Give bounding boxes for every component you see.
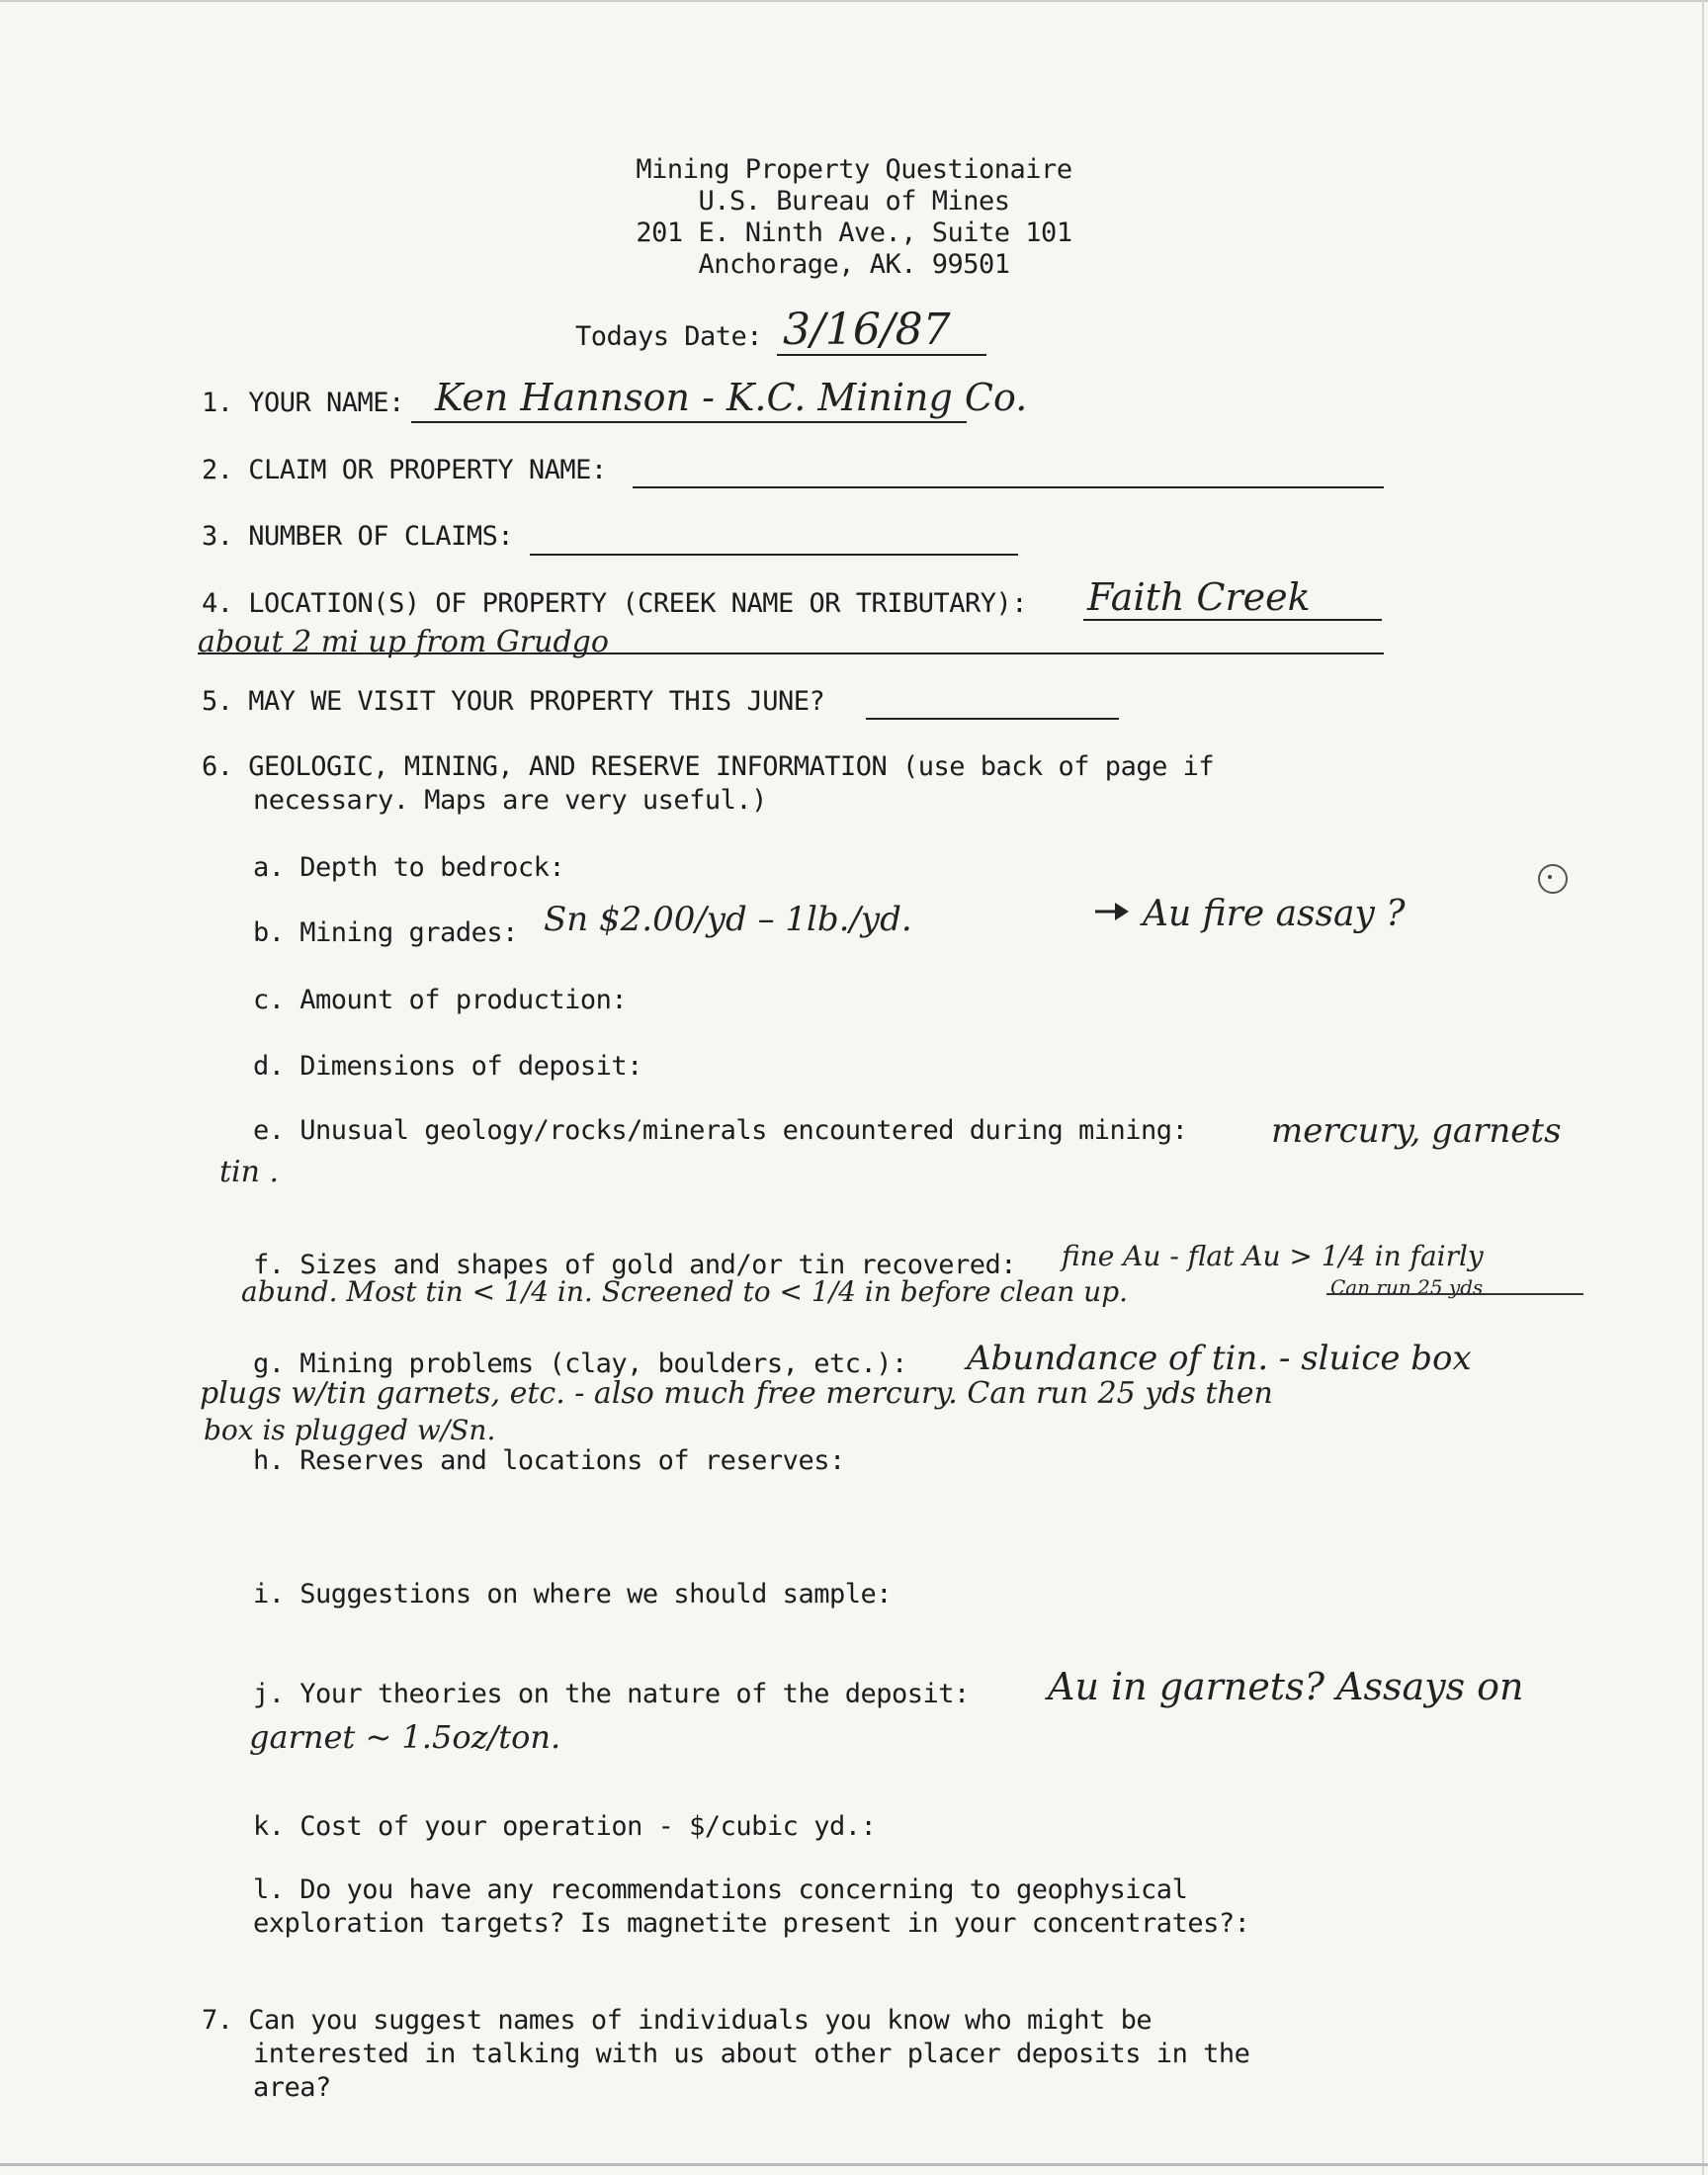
q7-label-line3: area? bbox=[253, 2072, 331, 2103]
q7-label-line2: interested in talking with us about other placer deposits in the bbox=[253, 2039, 1250, 2069]
q6j-answer-1[interactable]: Au in garnets? Assays on bbox=[1048, 1665, 1524, 1708]
q4-answer-1[interactable]: Faith Creek bbox=[1087, 575, 1311, 619]
q3-label: 3. NUMBER OF CLAIMS: bbox=[202, 521, 514, 552]
q6f-answer-1[interactable]: fine Au - flat Au > 1/4 in fairly bbox=[1062, 1240, 1484, 1272]
header-city: Anchorage, AK. 99501 bbox=[698, 249, 1010, 280]
q6a-label: a. Depth to bedrock: bbox=[253, 852, 565, 883]
q6-label-line1: 6. GEOLOGIC, MINING, AND RESERVE INFORMATION (use back of page if bbox=[202, 751, 1215, 782]
arrow-right-icon bbox=[1093, 900, 1133, 923]
q6f-answer-2[interactable]: abund. Most tin < 1/4 in. Screened to < 1/4 in before clean up. bbox=[241, 1275, 1129, 1308]
q6e-label: e. Unusual geology/rocks/minerals encountered during mining: bbox=[253, 1115, 1188, 1146]
q6l-label-line2: exploration targets? Is magnetite present in your concentrates?: bbox=[253, 1908, 1250, 1939]
q6l-label-line1: l. Do you have any recommendations concerning to geophysical bbox=[253, 1874, 1188, 1905]
q5-line[interactable] bbox=[866, 718, 1119, 720]
header-street: 201 E. Ninth Ave., Suite 101 bbox=[636, 218, 1072, 248]
q6g-answer-1[interactable]: Abundance of tin. - sluice box bbox=[967, 1339, 1472, 1378]
q4-line-2 bbox=[198, 652, 1384, 654]
q1-answer[interactable]: Ken Hannson - K.C. Mining Co. bbox=[435, 376, 1028, 419]
scan-edge-top bbox=[0, 0, 1708, 2]
strikethrough-line bbox=[1326, 1293, 1583, 1295]
circle-mark-icon bbox=[1538, 864, 1568, 894]
q6k-label: k. Cost of your operation - $/cubic yd.: bbox=[253, 1811, 877, 1842]
header-title: Mining Property Questionaire bbox=[636, 154, 1072, 185]
q6c-label: c. Amount of production: bbox=[253, 985, 628, 1015]
q4-line-1 bbox=[1083, 619, 1382, 621]
q6g-answer-3[interactable]: box is plugged w/Sn. bbox=[204, 1414, 496, 1446]
q4-answer-2[interactable]: about 2 mi up from Grudgo bbox=[198, 625, 609, 659]
q6f-struck-text: Can run 25 yds bbox=[1330, 1275, 1484, 1299]
scan-edge-right bbox=[1702, 0, 1704, 2175]
scan-edge-bottom bbox=[0, 2163, 1708, 2166]
q2-label: 2. CLAIM OR PROPERTY NAME: bbox=[202, 455, 607, 485]
q6g-label: g. Mining problems (clay, boulders, etc.): bbox=[253, 1348, 907, 1379]
q2-line[interactable] bbox=[633, 486, 1384, 488]
q6b-answer-part2[interactable]: Au fire assay ? bbox=[1143, 894, 1406, 934]
q1-label: 1. YOUR NAME: bbox=[202, 388, 404, 418]
header-agency: U.S. Bureau of Mines bbox=[698, 186, 1010, 217]
q6f-label: f. Sizes and shapes of gold and/or tin recovered: bbox=[253, 1250, 1017, 1280]
q3-line[interactable] bbox=[530, 554, 1018, 556]
q6-label-line2: necessary. Maps are very useful.) bbox=[253, 785, 767, 816]
q6j-label: j. Your theories on the nature of the deposit: bbox=[253, 1679, 970, 1709]
q6e-answer-2[interactable]: tin . bbox=[219, 1155, 280, 1189]
form-header bbox=[0, 154, 1708, 281]
q6b-label: b. Mining grades: bbox=[253, 917, 518, 948]
q4-label: 4. LOCATION(S) OF PROPERTY (CREEK NAME OR TRIBUTARY): bbox=[202, 588, 1028, 619]
dot-mark-icon bbox=[1548, 875, 1552, 879]
q7-label-line1: 7. Can you suggest names of individuals you know who might be bbox=[202, 2005, 1153, 2036]
date-label: Todays Date: bbox=[575, 321, 763, 352]
q6b-answer-part1[interactable]: Sn $2.00/yd – 1lb./yd. bbox=[544, 900, 912, 939]
q6i-label: i. Suggestions on where we should sample: bbox=[253, 1579, 892, 1610]
q5-label: 5. MAY WE VISIT YOUR PROPERTY THIS JUNE? bbox=[202, 686, 825, 717]
q1-line bbox=[411, 421, 967, 423]
date-value[interactable]: 3/16/87 bbox=[783, 304, 951, 355]
q6e-answer-1[interactable]: mercury, garnets bbox=[1271, 1111, 1562, 1151]
q6g-answer-2[interactable]: plugs w/tin garnets, etc. - also much free mercury. Can run 25 yds then bbox=[200, 1376, 1273, 1411]
q6h-label: h. Reserves and locations of reserves: bbox=[253, 1445, 845, 1476]
q6d-label: d. Dimensions of deposit: bbox=[253, 1051, 642, 1082]
q6j-answer-2[interactable]: garnet ~ 1.5oz/ton. bbox=[249, 1718, 561, 1756]
